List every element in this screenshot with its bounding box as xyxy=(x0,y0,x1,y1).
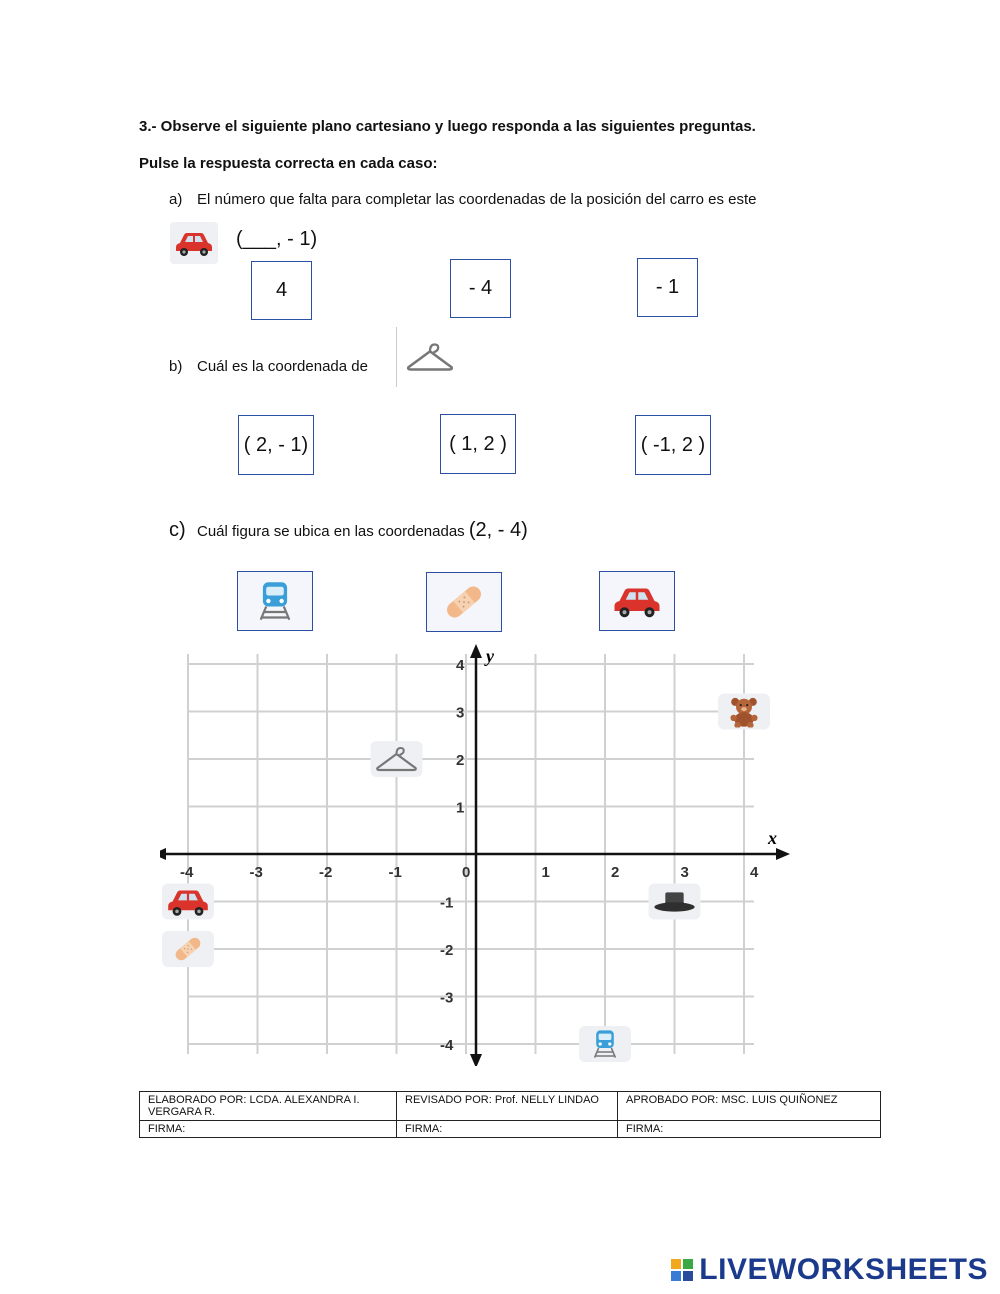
y-tick-label: 1 xyxy=(456,799,465,817)
x-tick-label: -4 xyxy=(180,864,194,881)
answer-b-option-2[interactable]: ( 1, 2 ) xyxy=(440,414,516,474)
y-tick-label: 4 xyxy=(456,657,465,674)
answer-a-option-1[interactable]: 4 xyxy=(251,261,312,320)
y-axis-arrow-up xyxy=(470,644,482,658)
train-icon xyxy=(255,579,295,623)
x-axis-arrow-right xyxy=(776,848,790,860)
answer-b-option-1[interactable]: ( 2, - 1) xyxy=(238,415,314,475)
answer-a-option-3[interactable]: - 1 xyxy=(637,258,698,317)
plane-item-bg xyxy=(371,741,423,777)
answer-a-option-2[interactable]: - 4 xyxy=(450,259,511,318)
liveworksheets-brand xyxy=(671,1253,988,1287)
x-tick-label: 1 xyxy=(541,864,550,881)
answer-c-option-1[interactable] xyxy=(237,571,313,631)
x-tick-label: 3 xyxy=(680,864,689,881)
x-tick-label: 0 xyxy=(462,864,471,881)
part-a-question xyxy=(169,191,757,208)
part-a-text: El número que falta para completar las coordenadas de la posición del carro es este xyxy=(197,191,757,208)
part-c-label: c) xyxy=(169,519,186,541)
cartesian-plane xyxy=(160,636,800,1066)
y-tick-label: -2 xyxy=(440,942,454,959)
y-tick-label: 3 xyxy=(456,704,465,722)
x-axis-label: x xyxy=(768,828,777,848)
answer-b-option-3[interactable]: ( -1, 2 ) xyxy=(635,415,711,475)
part-c-text: Cuál figura se ubica en las coordenadas xyxy=(197,523,465,540)
footer-revisado: REVISADO POR: Prof. NELLY LINDAO xyxy=(397,1092,618,1121)
part-a-blank: (___, - 1) xyxy=(236,228,318,250)
x-tick-label: -1 xyxy=(388,864,402,881)
y-tick-label: -4 xyxy=(440,1037,454,1054)
x-tick-label: -3 xyxy=(249,864,263,881)
footer-firma-2: FIRMA: xyxy=(397,1121,618,1138)
x-tick-label: 4 xyxy=(750,864,759,881)
question-title: 3.- Observe el siguiente plano cartesiano y luego responda a las siguientes preguntas. xyxy=(139,118,756,135)
part-b-label: b) xyxy=(169,358,183,375)
y-tick-label: -3 xyxy=(440,989,454,1007)
footer-table xyxy=(139,1091,881,1138)
footer-firma-3: FIRMA: xyxy=(618,1121,881,1138)
liveworksheets-logo-icon xyxy=(671,1259,693,1281)
x-tick-label: 2 xyxy=(611,864,620,881)
y-tick-label: 2 xyxy=(456,752,465,769)
y-tick-label: -1 xyxy=(440,894,454,912)
footer-aprobado: APROBADO POR: MSC. LUIS QUIÑONEZ xyxy=(618,1092,881,1121)
hanger-icon xyxy=(396,327,463,387)
footer-firma-1: FIRMA: xyxy=(140,1121,397,1138)
part-b-text: Cuál es la coordenada de xyxy=(197,358,368,375)
brand-text: LIVEWORKSHEETS xyxy=(699,1253,988,1286)
car-icon xyxy=(612,583,662,619)
question-instruction: Pulse la respuesta correcta en cada caso: xyxy=(139,155,438,172)
answer-c-option-2[interactable] xyxy=(426,572,502,632)
footer-elaborado: ELABORADO POR: LCDA. ALEXANDRA I. VERGARA R. xyxy=(140,1092,397,1121)
y-axis-label: y xyxy=(486,646,494,666)
answer-c-option-3[interactable] xyxy=(599,571,675,631)
bandage-icon xyxy=(442,580,486,624)
x-tick-label: -2 xyxy=(319,864,333,881)
part-b-question xyxy=(169,358,368,375)
part-a-label: a) xyxy=(169,191,183,208)
car-icon xyxy=(170,222,218,264)
y-axis-arrow-down xyxy=(470,1054,482,1066)
x-axis-arrow-left xyxy=(160,848,166,860)
part-c-coords: (2, - 4) xyxy=(468,519,528,541)
part-c-question xyxy=(169,519,528,542)
